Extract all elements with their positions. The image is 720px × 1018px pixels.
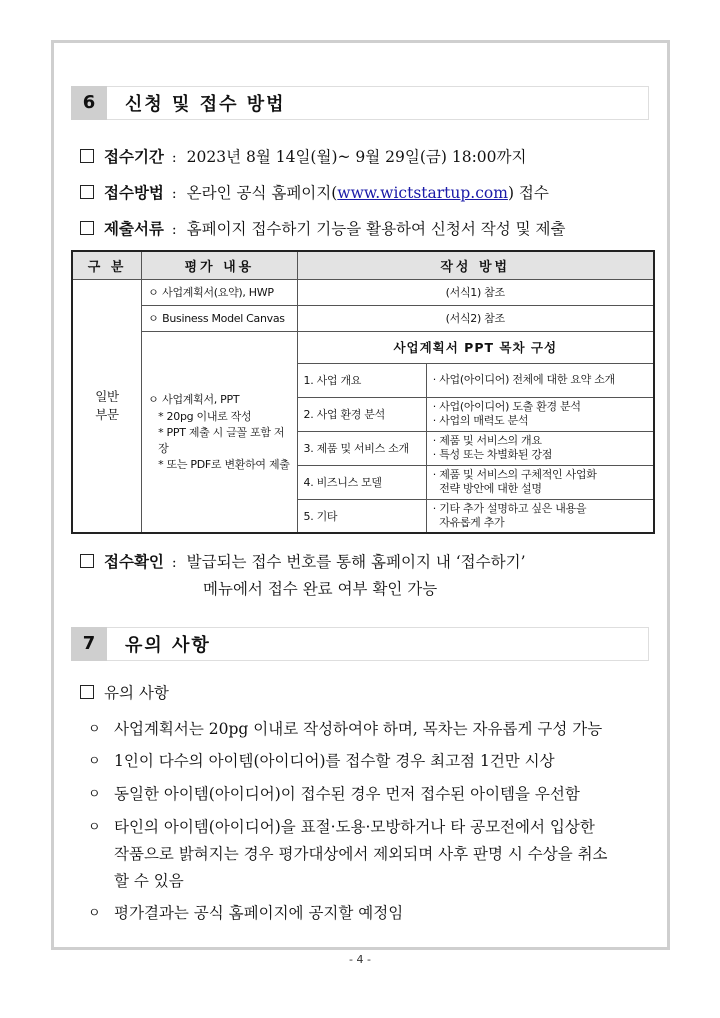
list-item bbox=[88, 716, 602, 743]
list-item-text: 1인이 다수의 아이템(아이디어)를 접수할 경우 최고점 1건만 시상 bbox=[114, 752, 555, 770]
header-content: 평가 내용 bbox=[142, 251, 297, 279]
notes-heading bbox=[80, 681, 169, 703]
ppt-content-cell: ㅇ 사업계획서, PPT * 20pg 이내로 작성 * PPT 제출 시 글꼴 포함 저장 * 또는 PDF로 변환하여 제출 bbox=[142, 331, 297, 533]
checkbox-icon bbox=[80, 221, 94, 235]
list-item bbox=[88, 814, 608, 895]
list-item bbox=[88, 781, 580, 808]
confirm-line-1: 발급되는 접수 번호를 통해 홈페이지 내 ‘접수하기’ bbox=[186, 553, 526, 571]
table-row bbox=[72, 331, 654, 363]
toc-title: 5. 기타 bbox=[297, 499, 426, 533]
confirm-label: 접수확인 bbox=[104, 553, 164, 571]
colon: : bbox=[171, 222, 177, 238]
method-value-prefix: 온라인 공식 홈페이지( bbox=[186, 184, 338, 202]
circle-bullet-icon: ㅇ bbox=[88, 906, 101, 921]
checkbox-icon bbox=[80, 149, 94, 163]
circle-bullet-icon: ㅇ bbox=[88, 722, 101, 737]
toc-desc: · 제품 및 서비스의 구체적인 사업화 전략 방안에 대한 설명 bbox=[426, 465, 654, 499]
method-value-suffix: ) 접수 bbox=[507, 184, 549, 202]
header-category: 구 분 bbox=[72, 251, 142, 279]
checkbox-icon bbox=[80, 685, 94, 699]
section-6-header bbox=[71, 86, 649, 120]
toc-title: 4. 비즈니스 모델 bbox=[297, 465, 426, 499]
section-7-number: 7 bbox=[71, 627, 107, 661]
method-cell: (서식2) 참조 bbox=[297, 305, 654, 331]
period-value: 2023년 8월 14일(월)~ 9월 29일(금) 18:00까지 bbox=[186, 148, 527, 166]
documents-value: 홈페이지 접수하기 기능을 활용하여 신청서 작성 및 제출 bbox=[186, 220, 566, 238]
method-label: 접수방법 bbox=[104, 184, 164, 202]
homepage-link[interactable]: www.wictstartup.com bbox=[337, 184, 508, 202]
evaluation-table bbox=[71, 250, 655, 534]
table-row bbox=[72, 279, 654, 305]
documents-item bbox=[80, 217, 566, 239]
period-label: 접수기간 bbox=[104, 148, 164, 166]
toc-desc: · 사업(아이디어) 도출 환경 분석 · 사업의 매력도 분석 bbox=[426, 397, 654, 431]
section-6-title: 신청 및 접수 방법 bbox=[125, 94, 286, 115]
confirm-line-2: 메뉴에서 접수 완료 여부 확인 가능 bbox=[203, 580, 438, 598]
toc-title: 1. 사업 개요 bbox=[297, 363, 426, 397]
notes-heading-text: 유의 사항 bbox=[104, 684, 169, 702]
toc-desc: · 제품 및 서비스의 개요 · 특성 또는 차별화된 강점 bbox=[426, 431, 654, 465]
content-cell: ㅇ 사업계획서(요약), HWP bbox=[142, 279, 297, 305]
colon: : bbox=[171, 186, 177, 202]
toc-desc: · 기타 추가 설명하고 싶은 내용을 자유롭게 추가 bbox=[426, 499, 654, 533]
ppt-toc-header: 사업계획서 PPT 목차 구성 bbox=[297, 331, 654, 363]
category-cell: 일반 부문 bbox=[72, 279, 142, 533]
list-item-text: 동일한 아이템(아이디어)이 접수된 경우 먼저 접수된 아이템을 우선함 bbox=[114, 785, 580, 803]
method-item bbox=[80, 181, 549, 203]
circle-bullet-icon: ㅇ bbox=[88, 754, 101, 769]
period-item bbox=[80, 145, 526, 167]
section-6-number: 6 bbox=[71, 86, 107, 120]
colon: : bbox=[171, 150, 177, 166]
list-item bbox=[88, 748, 555, 775]
list-item bbox=[88, 900, 403, 927]
toc-title: 3. 제품 및 서비스 소개 bbox=[297, 431, 426, 465]
checkbox-icon bbox=[80, 554, 94, 568]
page-number: - 4 - bbox=[349, 953, 371, 966]
circle-bullet-icon: ㅇ bbox=[88, 787, 101, 802]
colon: : bbox=[171, 555, 177, 571]
header-method: 작성 방법 bbox=[297, 251, 654, 279]
content-cell: ㅇ Business Model Canvas bbox=[142, 305, 297, 331]
list-item-text: 타인의 아이템(아이디어)을 표절·도용·모방하거나 타 공모전에서 입상한 bbox=[114, 818, 595, 836]
table-header-row bbox=[72, 251, 654, 279]
list-item-text: 평가결과는 공식 홈페이지에 공지할 예정임 bbox=[114, 904, 404, 922]
documents-label: 제출서류 bbox=[104, 220, 164, 238]
circle-bullet-icon: ㅇ bbox=[88, 820, 101, 835]
section-7-header bbox=[71, 627, 649, 661]
list-item-text-continued: 작품으로 밝혀지는 경우 평가대상에서 제외되며 사후 판명 시 수상을 취소 bbox=[114, 845, 608, 863]
toc-title: 2. 사업 환경 분석 bbox=[297, 397, 426, 431]
table-row bbox=[72, 305, 654, 331]
section-7-title: 유의 사항 bbox=[125, 635, 211, 656]
toc-desc: · 사업(아이디어) 전체에 대한 요약 소개 bbox=[426, 363, 654, 397]
list-item-text-continued: 할 수 있음 bbox=[114, 872, 184, 890]
checkbox-icon bbox=[80, 185, 94, 199]
confirm-item bbox=[80, 550, 526, 572]
list-item-text: 사업계획서는 20pg 이내로 작성하여야 하며, 목차는 자유롭게 구성 가능 bbox=[114, 720, 603, 738]
method-cell: (서식1) 참조 bbox=[297, 279, 654, 305]
